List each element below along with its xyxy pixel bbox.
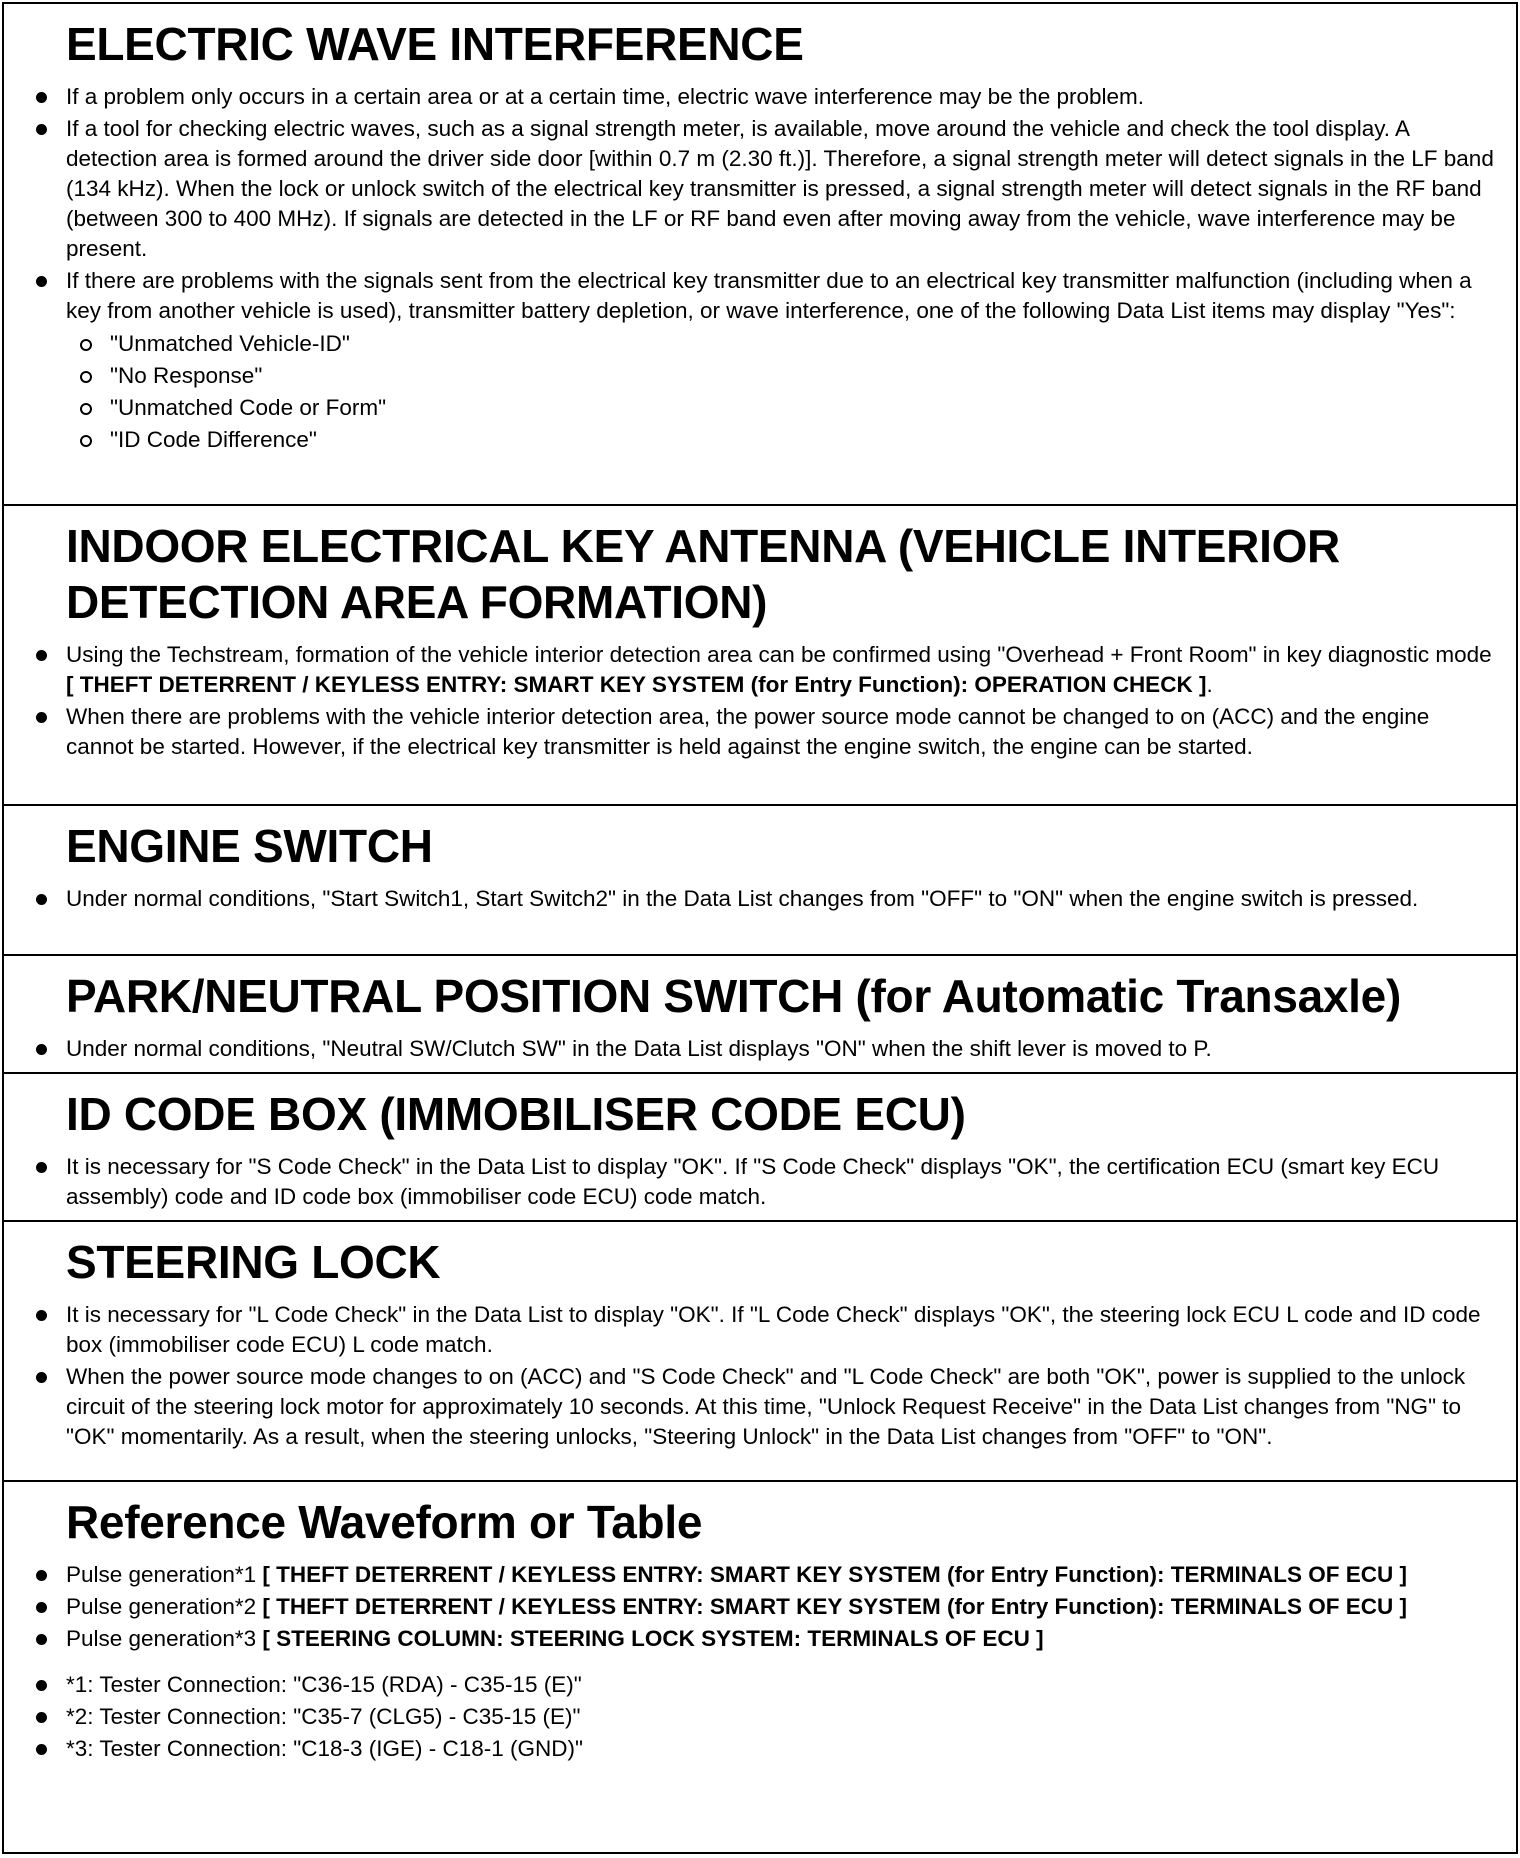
list-item: It is necessary for "S Code Check" in the Data List to display "OK". If "S Code Check" displays "OK", the certification ECU (smart key ECU assembly) code and ID code box (immobiliser code ECU) code match.	[32, 1152, 1496, 1212]
list-item	[32, 1592, 1496, 1622]
section-indoor-electrical-key-antenna	[4, 506, 1516, 806]
diagnostic-reference: [ STEERING COLUMN: STEERING LOCK SYSTEM: TERMINALS OF ECU ]	[262, 1626, 1044, 1651]
list-item: Under normal conditions, "Start Switch1, Start Switch2" in the Data List changes from "OFF" to "ON" when the engine switch is pressed.	[32, 884, 1496, 914]
section-reference-waveform	[4, 1482, 1516, 1774]
bullet-list	[32, 1152, 1496, 1212]
sub-list-item: "No Response"	[66, 360, 1496, 392]
pulse-label: Pulse generation*1	[66, 1562, 263, 1587]
tester-connection-list	[32, 1670, 1496, 1764]
list-item: When there are problems with the vehicle interior detection area, the power source mode cannot be changed to on (ACC) and the engine cannot be started. However, if the electrical key transmitter is held against the engine switch, the engine can be started.	[32, 702, 1496, 762]
list-item: *3: Tester Connection: "C18-3 (IGE) - C18-1 (GND)"	[32, 1734, 1496, 1764]
section-park-neutral-position-switch	[4, 956, 1516, 1074]
section-heading	[66, 518, 1496, 630]
section-heading: ELECTRIC WAVE INTERFERENCE	[66, 18, 804, 70]
list-item-end: .	[1206, 672, 1213, 697]
list-item: If a problem only occurs in a certain area or at a certain time, electric wave interference may be the problem.	[32, 82, 1496, 112]
list-item: It is necessary for "L Code Check" in the Data List to display "OK". If "L Code Check" displays "OK", the steering lock ECU L code and ID code box (immobiliser code ECU) L code match.	[32, 1300, 1496, 1360]
sub-list-item: "Unmatched Code or Form"	[66, 392, 1496, 424]
bullet-list	[32, 1560, 1496, 1654]
list-item: Under normal conditions, "Neutral SW/Clutch SW" in the Data List displays "ON" when the shift lever is moved to P.	[32, 1034, 1496, 1064]
section-steering-lock	[4, 1222, 1516, 1482]
spacer	[32, 1656, 1496, 1670]
section-engine-switch	[4, 806, 1516, 956]
sub-list-item: "Unmatched Vehicle-ID"	[66, 328, 1496, 360]
list-item: *2: Tester Connection: "C35-7 (CLG5) - C35-15 (E)"	[32, 1702, 1496, 1732]
diagnostic-reference: [ THEFT DETERRENT / KEYLESS ENTRY: SMART KEY SYSTEM (for Entry Function): TERMINALS OF ECU ]	[262, 1594, 1407, 1619]
section-id-code-box	[4, 1074, 1516, 1222]
section-heading: ID CODE BOX (IMMOBILISER CODE ECU)	[66, 1088, 966, 1140]
bullet-list	[32, 640, 1496, 762]
list-item	[32, 640, 1496, 700]
section-heading: Reference Waveform or Table	[66, 1496, 703, 1548]
sub-list-item: "ID Code Difference"	[66, 424, 1496, 456]
list-item: When the power source mode changes to on (ACC) and "S Code Check" and "L Code Check" are both "OK", power is supplied to the unlock circuit of the steering lock motor for approximately 10 seconds. At this time, "Unlock Request Receive" in the Data List changes from "NG" to "OK" momentarily. As a result, when the steering unlocks, "Steering Unlock" in the Data List changes from "OFF" to "ON".	[32, 1362, 1496, 1452]
list-item: If a tool for checking electric waves, such as a signal strength meter, is available, move around the vehicle and check the tool display. A detection area is formed around the driver side door [within 0.7 m (2.30 ft.)]. Therefore, a signal strength meter will detect signals in the LF band (134 kHz). When the lock or unlock switch of the electrical key transmitter is pressed, a signal strength meter will detect signals in the RF band (between 300 to 400 MHz). If signals are detected in the LF or RF band even after moving away from the vehicle, wave interference may be present.	[32, 114, 1496, 264]
diagnostic-reference: [ THEFT DETERRENT / KEYLESS ENTRY: SMART KEY SYSTEM (for Entry Function): TERMINALS OF ECU ]	[262, 1562, 1407, 1587]
section-heading-line: DETECTION AREA FORMATION)	[66, 576, 768, 628]
list-item: *1: Tester Connection: "C36-15 (RDA) - C35-15 (E)"	[32, 1670, 1496, 1700]
bullet-list	[32, 1034, 1496, 1064]
section-electric-wave-interference	[4, 4, 1516, 506]
list-item-text: If there are problems with the signals sent from the electrical key transmitter due to an electrical key transmitter malfunction (including when a key from another vehicle is used), transmitter battery depletion, or wave interference, one of the following Data List items may display "Yes":	[66, 268, 1472, 323]
diagnostic-reference: [ THEFT DETERRENT / KEYLESS ENTRY: SMART KEY SYSTEM (for Entry Function): OPERATION CHECK ]	[66, 672, 1207, 697]
bullet-list	[32, 82, 1496, 456]
section-heading: ENGINE SWITCH	[66, 820, 433, 872]
section-heading: PARK/NEUTRAL POSITION SWITCH (for Automatic Transaxle)	[66, 970, 1401, 1022]
pulse-label: Pulse generation*2	[66, 1594, 263, 1619]
section-heading-line: INDOOR ELECTRICAL KEY ANTENNA (VEHICLE INTERIOR	[66, 520, 1340, 572]
bullet-list	[32, 1300, 1496, 1452]
list-item-text: Using the Techstream, formation of the vehicle interior detection area can be confirmed using "Overhead + Front Room" in key diagnostic mode	[66, 642, 1492, 667]
list-item	[32, 266, 1496, 456]
section-heading: STEERING LOCK	[66, 1236, 441, 1288]
list-item	[32, 1624, 1496, 1654]
sub-list	[66, 328, 1496, 456]
pulse-label: Pulse generation*3	[66, 1626, 263, 1651]
list-item	[32, 1560, 1496, 1590]
document-page	[2, 2, 1518, 1854]
bullet-list	[32, 884, 1496, 914]
